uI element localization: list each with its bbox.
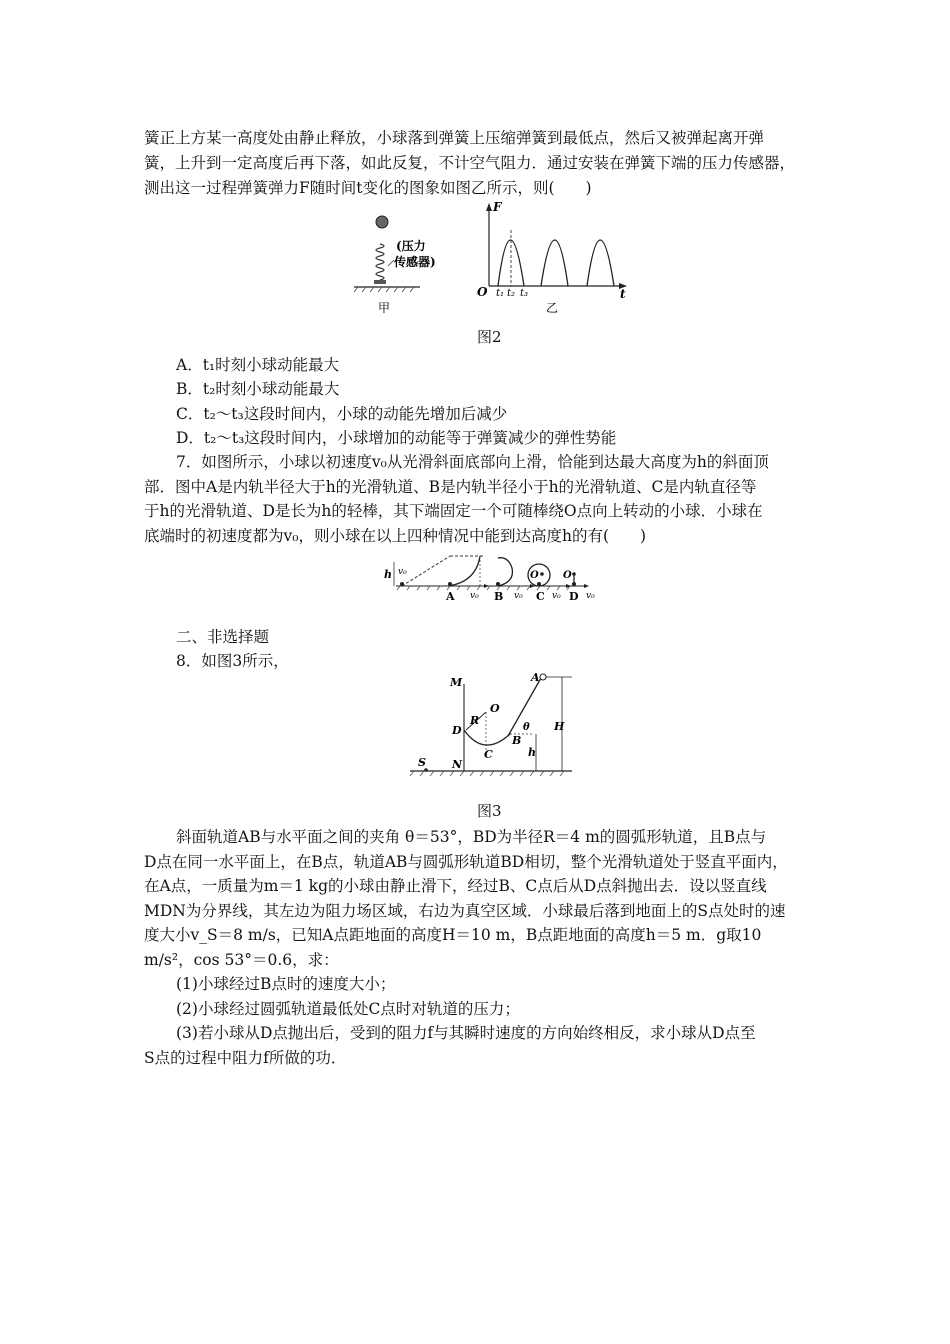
ball xyxy=(376,216,388,228)
v0-c: v₀ xyxy=(552,591,561,601)
q7-line-2: 部．图中A是内轨半径大于h的光滑轨道、B是内轨半径小于h的光滑轨道、C是内轨直径等 xyxy=(144,478,757,496)
a-label: A xyxy=(446,590,455,603)
intro-line-2: 簧，上升到一定高度后再下落，如此反复，不计空气阻力．通过安装在弹簧下端的压力传感器， xyxy=(144,154,796,172)
track-a xyxy=(448,556,480,586)
q8-sub-2: (2)小球经过圆弧轨道最低处C点时对轨道的压力； xyxy=(176,1000,520,1018)
label-jia: 甲 xyxy=(378,301,391,315)
sensor-block xyxy=(374,280,386,284)
pulse-3 xyxy=(587,240,614,286)
a-label: A xyxy=(531,672,540,684)
b-label: B xyxy=(512,734,522,747)
ball-b xyxy=(496,582,500,586)
track-b xyxy=(498,558,512,586)
incline xyxy=(402,556,450,586)
c-label: C xyxy=(484,748,493,761)
ball-incline xyxy=(400,582,404,586)
bigh-label: H xyxy=(554,720,565,733)
origin-label: O xyxy=(477,285,488,299)
sensor-label-2: 传感器) xyxy=(394,255,436,269)
figure-q7 xyxy=(380,548,608,604)
figure-2 xyxy=(340,200,640,318)
n-label: N xyxy=(452,758,463,771)
q6-option-a: A．t₁时刻小球动能最大 xyxy=(176,356,340,374)
m-label: M xyxy=(450,676,463,689)
figure-3 xyxy=(404,672,584,780)
fig2-caption: 图2 xyxy=(477,328,502,346)
h-label: h xyxy=(528,746,536,759)
q8-sub-1: (1)小球经过B点时的速度大小； xyxy=(176,975,396,993)
d-o-label: O xyxy=(563,570,572,581)
intro-line-3: 测出这一过程弹簧弹力F随时间t变化的图象如图乙所示，则( ) xyxy=(144,179,592,197)
q8-intro: 8．如图3所示， xyxy=(176,652,289,670)
q6-option-d: D．t₂～t₃这段时间内，小球增加的动能等于弹簧减少的弹性势能 xyxy=(176,429,617,447)
q6-option-c: C．t₂～t₃这段时间内，小球的动能先增加后减少 xyxy=(176,405,508,423)
q8-line-2: D点在同一水平面上，在B点，轨道AB与圆弧形轨道BD相切，整个光滑轨道处于竖直平面内， xyxy=(144,853,788,871)
d-label: D xyxy=(569,590,579,603)
v0-a: v₀ xyxy=(470,591,479,601)
axis-f-label: F xyxy=(493,200,502,214)
v0-d: v₀ xyxy=(586,591,595,601)
ball-a xyxy=(448,582,452,586)
q7-line-3: 于h的光滑轨道、D是长为h的轻棒，其下端固定一个可随棒绕O点向上转动的小球．小球在 xyxy=(144,502,763,520)
ball-c xyxy=(537,582,541,586)
o-label: O xyxy=(490,702,500,715)
ball-d xyxy=(572,582,576,586)
ball-a xyxy=(540,674,546,680)
section-title: 二、非选择题 xyxy=(176,628,270,646)
c-label: C xyxy=(536,590,545,603)
spring xyxy=(376,244,384,280)
pulse-2 xyxy=(541,240,568,286)
theta-label: θ xyxy=(523,722,530,733)
c-o-label: O xyxy=(530,570,539,581)
v0-incline: v₀ xyxy=(398,567,407,577)
q8-line-6: m/s²，cos 53°＝0.6，求： xyxy=(144,951,339,969)
sensor-label-1: (压力 xyxy=(396,239,426,253)
intro-line-1: 簧正上方某一高度处由静止释放，小球落到弹簧上压缩弹簧到最低点，然后又被弹起离开弹 xyxy=(144,129,765,147)
q7-line-1: 7．如图所示，小球以初速度v₀从光滑斜面底部向上滑，恰能到达最大高度为h的斜面顶 xyxy=(176,453,769,471)
f-axis-arrow xyxy=(486,203,492,211)
c-center xyxy=(540,572,544,576)
t3-label: t₃ xyxy=(520,288,529,299)
b-label: B xyxy=(494,590,504,603)
q8-line-4: MDN为分界线，其左边为阻力场区域，右边为真空区域．小球最后落到地面上的S点处时的速 xyxy=(144,902,786,920)
q8-line-1: 斜面轨道AB与水平面之间的夹角 θ＝53°，BD为半径R＝4 m的圆弧形轨道，且B点与 xyxy=(176,828,767,846)
q6-option-b: B．t₂时刻小球动能最大 xyxy=(176,380,340,398)
h-label: h xyxy=(384,568,392,581)
axis-t-label: t xyxy=(620,287,626,301)
label-yi: 乙 xyxy=(546,301,559,315)
r-label: R xyxy=(470,714,480,727)
q7-line-4: 底端时的初速度都为v₀，则小球在以上四种情况中能到达高度h的有( ) xyxy=(144,527,647,545)
v0-b: v₀ xyxy=(514,591,523,601)
fig3-caption: 图3 xyxy=(477,802,502,820)
q8-sub-3b: S点的过程中阻力f所做的功． xyxy=(144,1049,347,1067)
q8-line-5: 度大小v_S＝8 m/s，已知A点距地面的高度H＝10 m，B点距地面的高度h＝5 m．g取10 xyxy=(144,926,762,944)
s-label: S xyxy=(418,756,426,769)
d-label: D xyxy=(452,724,462,737)
t1-label: t₁ xyxy=(496,288,505,299)
q8-sub-3a: (3)若小球从D点抛出后，受到的阻力f与其瞬时速度的方向始终相反，求小球从D点至 xyxy=(176,1024,756,1042)
arc-track xyxy=(464,730,510,745)
t2-label: t₂ xyxy=(507,288,516,299)
q8-line-3: 在A点，一质量为m＝1 kg的小球由静止滑下，经过B、C点后从D点斜抛出去．设以竖直线 xyxy=(144,877,767,895)
